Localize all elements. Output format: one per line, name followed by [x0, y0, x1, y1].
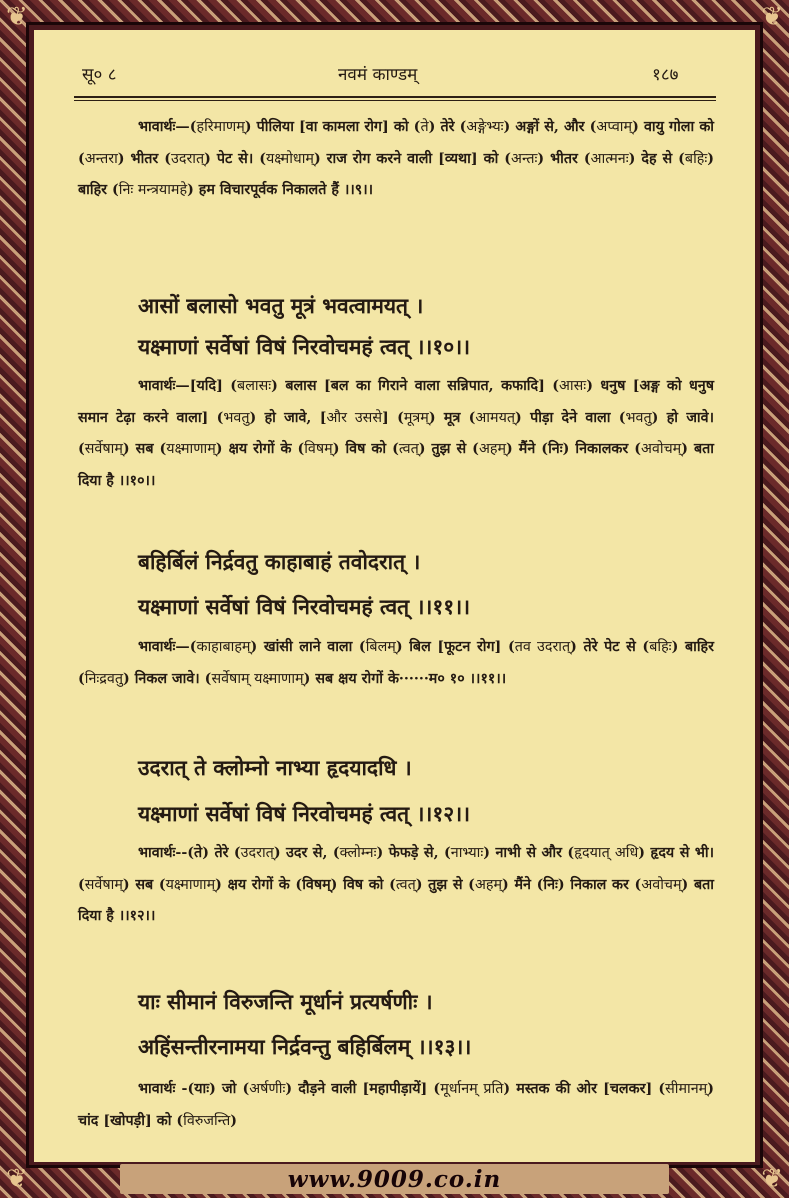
- gloss-term: ) सब (: [122, 876, 166, 893]
- gloss-term: ) बिल [फूटन रोग] (: [395, 639, 515, 655]
- gloss-term: ) खांसी लाने वाला (: [250, 639, 366, 655]
- gloss-term: ) तुझ से (: [415, 876, 475, 893]
- commentary-text: और उससे: [326, 409, 382, 426]
- commentary-text: अङ्गेभ्यः: [466, 119, 504, 135]
- commentary-text: बहिः: [649, 639, 672, 655]
- gloss-term: ) बाहिर (: [78, 639, 714, 687]
- commentary-text: नाभ्याः: [450, 845, 484, 861]
- gloss-term: ) बलास [बल का गिराने वाला सन्निपात, कफादि] (: [271, 378, 560, 394]
- gloss-term: ) हृदय से भी। (: [78, 845, 714, 893]
- ornament-icon: ❦: [6, 1164, 28, 1194]
- verse-line: यक्ष्माणां सर्वेषां विषं निरवोचमहं त्वत् ।।१२।।: [138, 801, 471, 826]
- commentary-paragraph: [78, 838, 714, 933]
- commentary-text: निःद्रवतु: [84, 670, 123, 687]
- gloss-term: ) हम विचारपूर्वक निकालते हैं ।।९।।: [187, 182, 374, 198]
- verse-line: बहिर्बिलं निर्द्रवतु काहाबाहं तवोदरात् ।: [138, 549, 421, 574]
- commentary-text: आमयत्: [475, 409, 516, 426]
- commentary-text: विरुजन्ति: [183, 1112, 231, 1129]
- gloss-term: ) विष को (: [332, 441, 399, 457]
- commentary-text: मूर्धानम् प्रति: [440, 1081, 504, 1097]
- gloss-term: ) तेरे (: [428, 119, 467, 135]
- commentary-text: हृदयात् अधि: [574, 845, 639, 861]
- gloss-term: ) वायु गोला को (: [78, 119, 715, 167]
- commentary-text: विषम्: [304, 441, 333, 457]
- commentary-text: बलासः: [237, 378, 272, 394]
- header-rule: [74, 96, 716, 98]
- gloss-term: ) उदर से, (: [273, 845, 340, 861]
- verse-line: याः सीमानं विरुजन्ति मूर्धानं प्रत्यर्षणीः ।: [138, 989, 433, 1014]
- commentary-text: अहम्: [478, 441, 507, 457]
- gloss-term: भावार्थः—[यदि] (: [138, 378, 238, 394]
- page-number: १८७: [652, 65, 679, 85]
- gloss-term: ) क्षय रोगों के (विषम्) विष को (: [215, 876, 396, 893]
- verse-line: यक्ष्माणां सर्वेषां विषं निरवोचमहं त्वत् ।।१०।।: [138, 334, 471, 359]
- gloss-term: ) पेट से। (: [204, 150, 266, 167]
- commentary-text: आत्मनः: [590, 150, 629, 167]
- gloss-term: ) पीलिया [वा कामला रोग] को (: [244, 119, 421, 135]
- commentary-text: अन्तरा: [84, 150, 118, 167]
- commentary-text: यक्ष्मोधाम्: [266, 150, 314, 167]
- commentary-text: सर्वेषाम् यक्ष्माणाम्: [211, 670, 304, 687]
- gloss-term: ) हो जावे, [: [249, 409, 327, 426]
- header-rule-thin: [74, 100, 716, 101]
- gloss-term: ) सब (: [122, 441, 167, 457]
- commentary-text: बिलम्: [365, 639, 396, 655]
- commentary-text: भवतु: [625, 409, 652, 426]
- chapter-title: नवमं काण्डम्: [338, 65, 418, 85]
- gloss-term: ) पीड़ा देने वाला (: [515, 409, 626, 426]
- gloss-term: ) तुझ से (: [418, 441, 479, 457]
- commentary-text: क्लोम्नः: [339, 845, 377, 861]
- sutra-number: सू० ८: [82, 65, 117, 85]
- gloss-term: ) हो जावे। (: [78, 409, 714, 457]
- commentary-text: ते: [420, 119, 429, 135]
- commentary-paragraph: [78, 112, 714, 207]
- gloss-term: ] (: [382, 409, 404, 426]
- site-watermark: www.9009.co.in: [287, 1166, 502, 1193]
- gloss-term: ) फेफड़े से, (: [376, 845, 451, 861]
- gloss-term: ) भीतर (: [117, 150, 172, 167]
- ornament-icon: ❦: [6, 2, 28, 32]
- gloss-term: ) अङ्गों से, और (: [503, 119, 597, 135]
- commentary-text: बहिः: [684, 150, 708, 167]
- gloss-term: ): [230, 1112, 237, 1129]
- commentary-text: भवतु: [223, 409, 250, 426]
- ornament-icon: ❦: [761, 1164, 783, 1194]
- gloss-term: ) सब क्षय रोगों के······म० १० ।।११।।: [303, 670, 507, 687]
- commentary-text: तव उदरात्: [514, 639, 571, 655]
- commentary-text: सीमानम्: [665, 1081, 708, 1097]
- verse-line: यक्ष्माणां सर्वेषां विषं निरवोचमहं त्वत् ।।११।।: [138, 594, 471, 619]
- ornament-icon: ❦: [761, 2, 783, 32]
- gloss-term: ) मस्तक की ओर [चलकर] (: [503, 1081, 666, 1097]
- commentary-text: मूत्रम्: [403, 409, 429, 426]
- commentary-paragraph: [78, 371, 714, 497]
- verse-line: आसों बलासो भवतु मूत्रं भवत्वामयत् ।: [138, 293, 424, 318]
- gloss-term: ) मैंने (निः) निकालकर (: [506, 441, 641, 457]
- gloss-term: भावार्थः--(ते) तेरे (: [138, 845, 241, 861]
- gloss-term: ) निकल जावे। (: [122, 670, 212, 687]
- gloss-term: ) नाभी से और (: [483, 845, 575, 861]
- commentary-text: अवोचम्: [641, 876, 682, 893]
- commentary-text: अर्षणीः: [249, 1081, 286, 1097]
- commentary-text: काहाबाहम्: [196, 639, 251, 655]
- gloss-term: भावार्थः—(: [138, 119, 197, 135]
- commentary-text: त्वत्: [395, 876, 416, 893]
- commentary-text: अहम्: [474, 876, 503, 893]
- commentary-text: यक्ष्माणाम्: [166, 441, 216, 457]
- commentary-paragraph: [78, 1074, 714, 1137]
- commentary-text: उदरात्: [240, 845, 274, 861]
- commentary-text: निः मन्त्रयामहे: [118, 182, 188, 198]
- gloss-term: ) दौड़ने वाली [महापीड़ायें] (: [285, 1081, 441, 1097]
- commentary-text: सर्वेषाम्: [84, 876, 123, 893]
- commentary-text: त्वत्: [398, 441, 419, 457]
- gloss-term: ) देह से (: [628, 150, 685, 167]
- gloss-term: ) भीतर (: [537, 150, 591, 167]
- commentary-text: अन्तः: [511, 150, 538, 167]
- gloss-term: ) मूत्र (: [428, 409, 476, 426]
- gloss-term: ) बता दिया है ।।१०।।: [78, 441, 714, 489]
- gloss-term: ) चांद [खोपड़ी] को (: [78, 1081, 714, 1129]
- commentary-text: अवोचम्: [641, 441, 682, 457]
- commentary-text: आसः: [559, 378, 587, 394]
- gloss-term: ) क्षय रोगों के (: [215, 441, 305, 457]
- gloss-term: ) धनुष [अङ्ग को धनुष समान टेढ़ा करने वाला] (: [78, 378, 714, 426]
- verse-line: अहिंसन्तीरनामया निर्द्रवन्तु बहिर्बिलम् ।।१३।।: [138, 1034, 472, 1059]
- gloss-term: ) बाहिर (: [78, 150, 715, 198]
- gloss-term: भावार्थः—(: [138, 639, 197, 655]
- page-header: [74, 62, 714, 90]
- commentary-text: उदरात्: [171, 150, 205, 167]
- commentary-text: सर्वेषाम्: [84, 441, 123, 457]
- commentary-text: यक्ष्माणाम्: [165, 876, 216, 893]
- gloss-term: ) तेरे पेट से (: [570, 639, 650, 655]
- gloss-term: ) राज रोग करने वाली [व्यथा] को (: [313, 150, 512, 167]
- commentary-text: अप्वाम्: [596, 119, 633, 135]
- book-page: [34, 30, 755, 1162]
- commentary-text: हरिमाणम्: [196, 119, 245, 135]
- verse-line: उदरात् ते क्लोम्नो नाभ्या हृदयादधि ।: [138, 755, 412, 780]
- gloss-term: ) बता दिया है ।।१२।।: [78, 876, 714, 924]
- gloss-term: भावार्थः -(याः) जो (: [138, 1081, 250, 1097]
- commentary-paragraph: [78, 632, 714, 695]
- gloss-term: ) मैंने (निः) निकाल कर (: [502, 876, 642, 893]
